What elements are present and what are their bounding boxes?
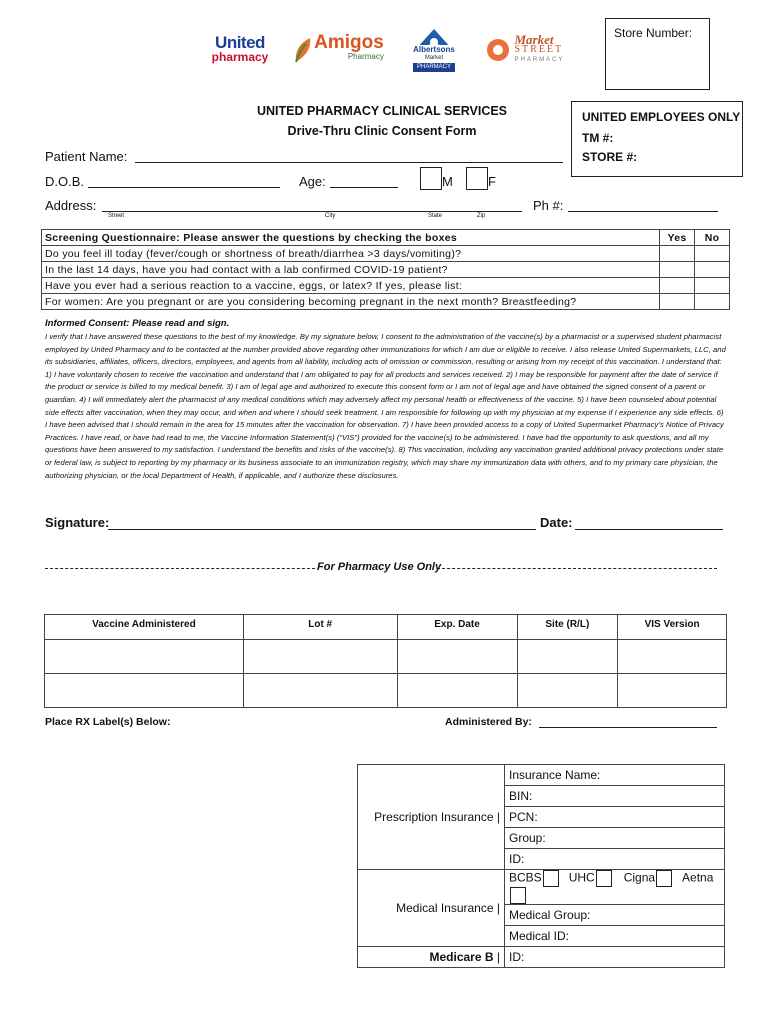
form-subtitle: Drive-Thru Clinic Consent Form — [287, 124, 477, 138]
city-caption: City — [325, 213, 336, 219]
exp-date-header: Exp. Date — [397, 615, 517, 640]
screening-row — [42, 278, 730, 294]
no-checkbox[interactable] — [695, 278, 730, 294]
address-field[interactable] — [102, 196, 522, 212]
cigna-checkbox[interactable] — [656, 870, 672, 887]
medical-id-field[interactable]: Medical ID: — [505, 926, 725, 947]
screening-row — [42, 294, 730, 310]
carrier-options — [505, 870, 725, 905]
medicare-label: Medicare B — [429, 950, 494, 964]
screening-row — [42, 262, 730, 278]
store-number-box[interactable] — [605, 18, 710, 90]
screening-table — [41, 229, 730, 310]
sunburst-icon — [485, 37, 511, 63]
lot-header: Lot # — [243, 615, 397, 640]
medical-insurance-cell: Medical Insurance | — [358, 870, 505, 947]
vaccine-administered-header: Vaccine Administered — [45, 615, 244, 640]
united-pharmacy-logo: United pharmacy — [211, 33, 269, 64]
exp-cell[interactable] — [397, 674, 517, 708]
store-number-field[interactable]: STORE #: — [582, 150, 638, 164]
screening-header-row — [42, 230, 730, 246]
signature-field[interactable] — [108, 513, 536, 530]
no-checkbox[interactable] — [695, 246, 730, 262]
form-title: UNITED PHARMACY CLINICAL SERVICES — [256, 104, 508, 118]
albertsons-a-icon — [414, 28, 454, 45]
yes-checkbox[interactable] — [660, 246, 695, 262]
dob-field[interactable] — [88, 172, 280, 188]
market-street-logo: Market STREET PHARMACY — [484, 28, 566, 72]
no-checkbox[interactable] — [695, 262, 730, 278]
lot-cell[interactable] — [243, 640, 397, 674]
yes-checkbox[interactable] — [660, 262, 695, 278]
group-field[interactable]: Group: — [505, 828, 725, 849]
bcbs-label: BCBS — [509, 870, 542, 885]
date-label: Date: — [540, 515, 573, 530]
site-header: Site (R/L) — [517, 615, 618, 640]
leaf-icon — [292, 36, 314, 64]
vis-version-header: VIS Version — [618, 615, 727, 640]
vaccine-header-row — [45, 615, 727, 640]
id-field[interactable]: ID: — [505, 849, 725, 870]
uhc-label: UHC — [568, 870, 595, 885]
vaccine-row — [45, 674, 727, 708]
medicare-cell: Medicare B | — [358, 947, 505, 968]
vis-cell[interactable] — [618, 674, 727, 708]
vaccine-row — [45, 640, 727, 674]
consent-heading: Informed Consent: Please read and sign. — [45, 318, 230, 329]
insurance-name-field[interactable]: Insurance Name: — [505, 765, 725, 786]
site-cell[interactable] — [517, 674, 618, 708]
lot-cell[interactable] — [243, 674, 397, 708]
medicare-id-field[interactable]: ID: — [505, 947, 725, 968]
phone-field[interactable] — [568, 196, 718, 212]
tm-number-field[interactable]: TM #: — [582, 131, 614, 145]
pharmacy-divider-right — [437, 568, 717, 569]
pcn-field[interactable]: PCN: — [505, 807, 725, 828]
employees-only-box — [571, 101, 743, 177]
female-checkbox[interactable] — [466, 167, 488, 190]
bcbs-checkbox[interactable] — [543, 870, 559, 887]
question-text: Have you ever had a serious reaction to a vaccine, eggs, or latex? If yes, please list: — [42, 278, 660, 294]
no-header: No — [695, 230, 730, 246]
yes-header: Yes — [660, 230, 695, 246]
no-checkbox[interactable] — [695, 294, 730, 310]
screening-row — [42, 246, 730, 262]
date-field[interactable] — [575, 513, 723, 530]
question-text: In the last 14 days, have you had contact with a lab confirmed COVID-19 patient? — [42, 262, 660, 278]
medical-insurance-label: Medical Insurance — [396, 901, 494, 915]
exp-cell[interactable] — [397, 640, 517, 674]
phone-label: Ph #: — [533, 198, 564, 213]
insurance-table — [357, 764, 725, 968]
vaccine-table — [44, 614, 727, 708]
prescription-insurance-label: Prescription Insurance — [374, 810, 494, 824]
employees-heading: UNITED EMPLOYEES ONLY — [582, 110, 741, 124]
age-label: Age: — [299, 174, 326, 189]
street-caption: Street — [108, 213, 125, 219]
female-label: F — [488, 174, 496, 189]
vaccine-cell[interactable] — [45, 640, 244, 674]
vis-cell[interactable] — [618, 640, 727, 674]
store-number-label: Store Number: — [614, 26, 693, 40]
bin-field[interactable]: BIN: — [505, 786, 725, 807]
vaccine-cell[interactable] — [45, 674, 244, 708]
amigos-pharmacy-logo: Amigos Pharmacy — [288, 28, 388, 72]
zip-caption: Zip — [477, 213, 486, 219]
administered-by-label: Administered By: — [445, 716, 532, 728]
medical-group-field[interactable]: Medical Group: — [505, 905, 725, 926]
uhc-checkbox[interactable] — [596, 870, 612, 887]
aetna-label: Aetna — [682, 870, 714, 885]
address-label: Address: — [45, 198, 97, 213]
rx-label: Place RX Label(s) Below: — [45, 716, 171, 728]
dob-label: D.O.B. — [45, 174, 85, 189]
administered-by-field[interactable] — [539, 715, 717, 728]
patient-name-field[interactable] — [135, 147, 563, 163]
aetna-checkbox[interactable] — [510, 887, 526, 904]
cigna-label: Cigna — [623, 870, 656, 885]
age-field[interactable] — [330, 172, 398, 188]
state-caption: State — [428, 213, 443, 219]
screening-header: Screening Questionnaire: Please answer the questions by checking the boxes — [42, 230, 660, 246]
signature-label: Signature: — [45, 515, 110, 530]
consent-body: I verify that I have answered these questions to the best of my knowledge. By my signature below, I consent to the administration of the vaccine(s) by a pharmacist or a supervised student pharmacist employed by United Pharmacy and to be contacted at the number provided above regarding other immunizations for which I am due or eligible to receive. I also release United Supermarkets, LLC, and its subsidiaries, affiliates, officers, directors, employees, and agents from all liability, including acts of omission or commission, resulting or arising from my receipt of this vaccination. I understand that: 1) I have voluntarily chosen to receive the vaccination and understand that I am obligated to pay for all products and services received. 2) I may be responsible for payment after the date of service if the product or service is billed to my medical benefit. 3) I am of legal age and authorized to execute this consent form or I am not of legal age and have obtained the signed consent of a parent or guardian. 4) I will immediately alert the pharmacist of any medical conditions which may adversely affect my personal health or effectiveness of the vaccine. 5) I have been counseled about potential side effects after vaccination, when they may occur, and when and where I should seek treatment. I am responsible for following up with my physician at my expense if I experience any side effects. 6) I have been advised that I should remain in the area for 15 minutes after the vaccination for observation. 7) I have been provided access to a copy of United Supermarket Pharmacy’s Notice of Privacy Practices. I have read, or have had read to me, the Vaccine Information Statement(s) (“VIS”) provided for the vaccine(s) to be administered. I have had the opportunity to ask questions, and all my questions have been answered to my satisfaction. I understand the benefits and risks of the vaccine(s). 8) This vaccination, including any vaccination granted additional privacy protections under state or federal law, is subject to reporting by my pharmacy or its business associate to an immunization registry, which may share my immunization data with others, and to my primary care physician, the authorizing physician, or the local Department of Health, if applicable, and I authorize these disclosures. — [45, 332, 726, 480]
site-cell[interactable] — [517, 640, 618, 674]
male-label: M — [442, 174, 453, 189]
male-checkbox[interactable] — [420, 167, 442, 190]
yes-checkbox[interactable] — [660, 294, 695, 310]
yes-checkbox[interactable] — [660, 278, 695, 294]
pharmacy-divider-left — [45, 568, 315, 569]
patient-name-label: Patient Name: — [45, 149, 128, 164]
prescription-insurance-cell: Prescription Insurance | — [358, 765, 505, 870]
question-text: For women: Are you pregnant or are you considering becoming pregnant in the next month? Breastfeeding? — [42, 294, 660, 310]
pharmacy-use-label: For Pharmacy Use Only — [317, 561, 442, 573]
albertsons-market-logo: Albertsons Market PHARMACY — [405, 28, 463, 72]
question-text: Do you feel ill today (fever/cough or shortness of breath/diarrhea >3 days/vomiting)? — [42, 246, 660, 262]
